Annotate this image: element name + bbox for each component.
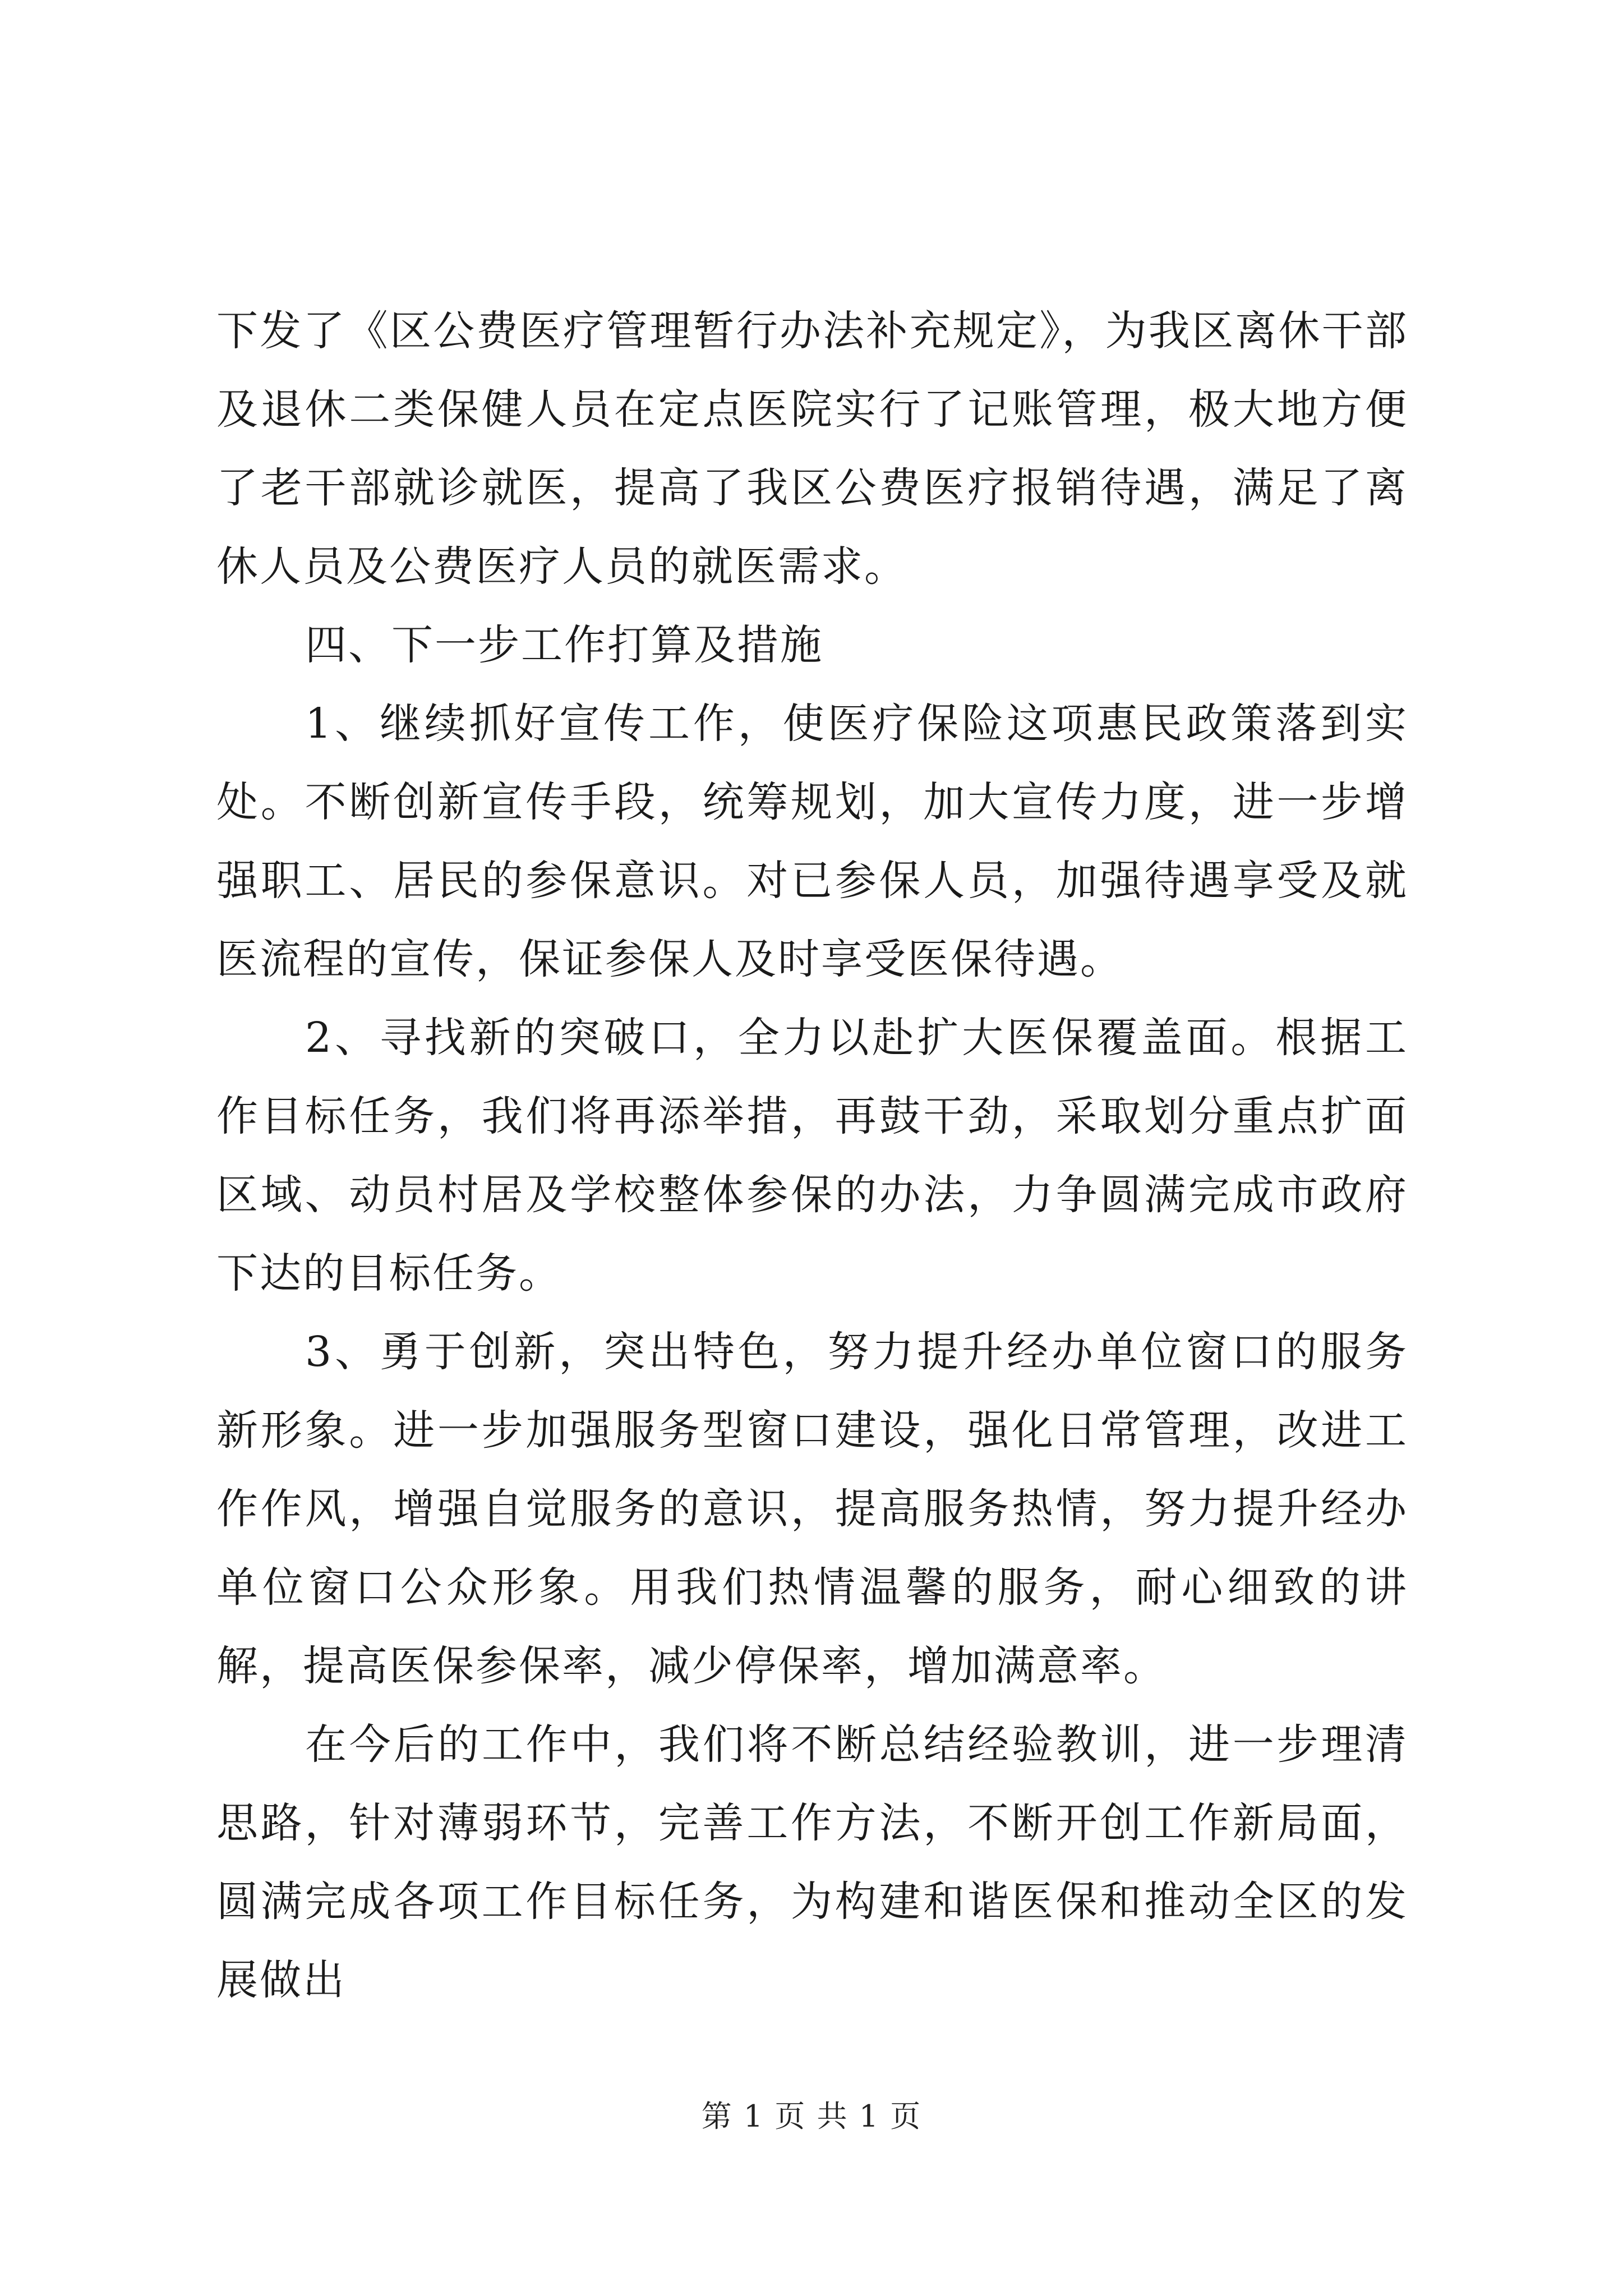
section-heading-next-steps: 四、下一步工作打算及措施 — [305, 621, 823, 669]
paragraph-closing: 在今后的工作中，我们将不断总结经验教训，进一步理清思路，针对薄弱环节，完善工作方法，不断开创工作新局面，圆满完成各项工作目标任务，为构建和谐医保和推动全区的发展做出 — [216, 1720, 1408, 2004]
paragraph-item-1: 1、继续抓好宣传工作，使医疗保险这项惠民政策落到实处。不断创新宣传手段，统筹规划，加大宣传力度，进一步增强职工、居民的参保意识。对已参保人员，加强待遇享受及就医流程的宣传，保证参保人及时享受医保待遇。 — [216, 700, 1408, 983]
paragraph-continuation: 下发了《区公费医疗管理暂行办法补充规定》，为我区离休干部及退休二类保健人员在定点医院实行了记账管理，极大地方便了老干部就诊就医，提高了我区公费医疗报销待遇，满足了离休人员及公费医疗人员的就医需求。 — [216, 307, 1408, 591]
document-body — [216, 292, 1408, 2019]
page-footer: 第 1 页 共 1 页 — [701, 2099, 922, 2134]
paragraph-item-2: 2、寻找新的突破口，全力以赴扩大医保覆盖面。根据工作目标任务，我们将再添举措，再鼓干劲，采取划分重点扩面区域、动员村居及学校整体参保的办法，力争圆满完成市政府下达的目标任务。 — [216, 1014, 1408, 1297]
paragraph-item-3: 3、勇于创新，突出特色，努力提升经办单位窗口的服务新形象。进一步加强服务型窗口建设，强化日常管理，改进工作作风，增强自觉服务的意识，提高服务热情，努力提升经办单位窗口公众形象。用我们热情温馨的服务，耐心细致的讲解，提高医保参保率，减少停保率，增加满意率。 — [216, 1328, 1408, 1690]
